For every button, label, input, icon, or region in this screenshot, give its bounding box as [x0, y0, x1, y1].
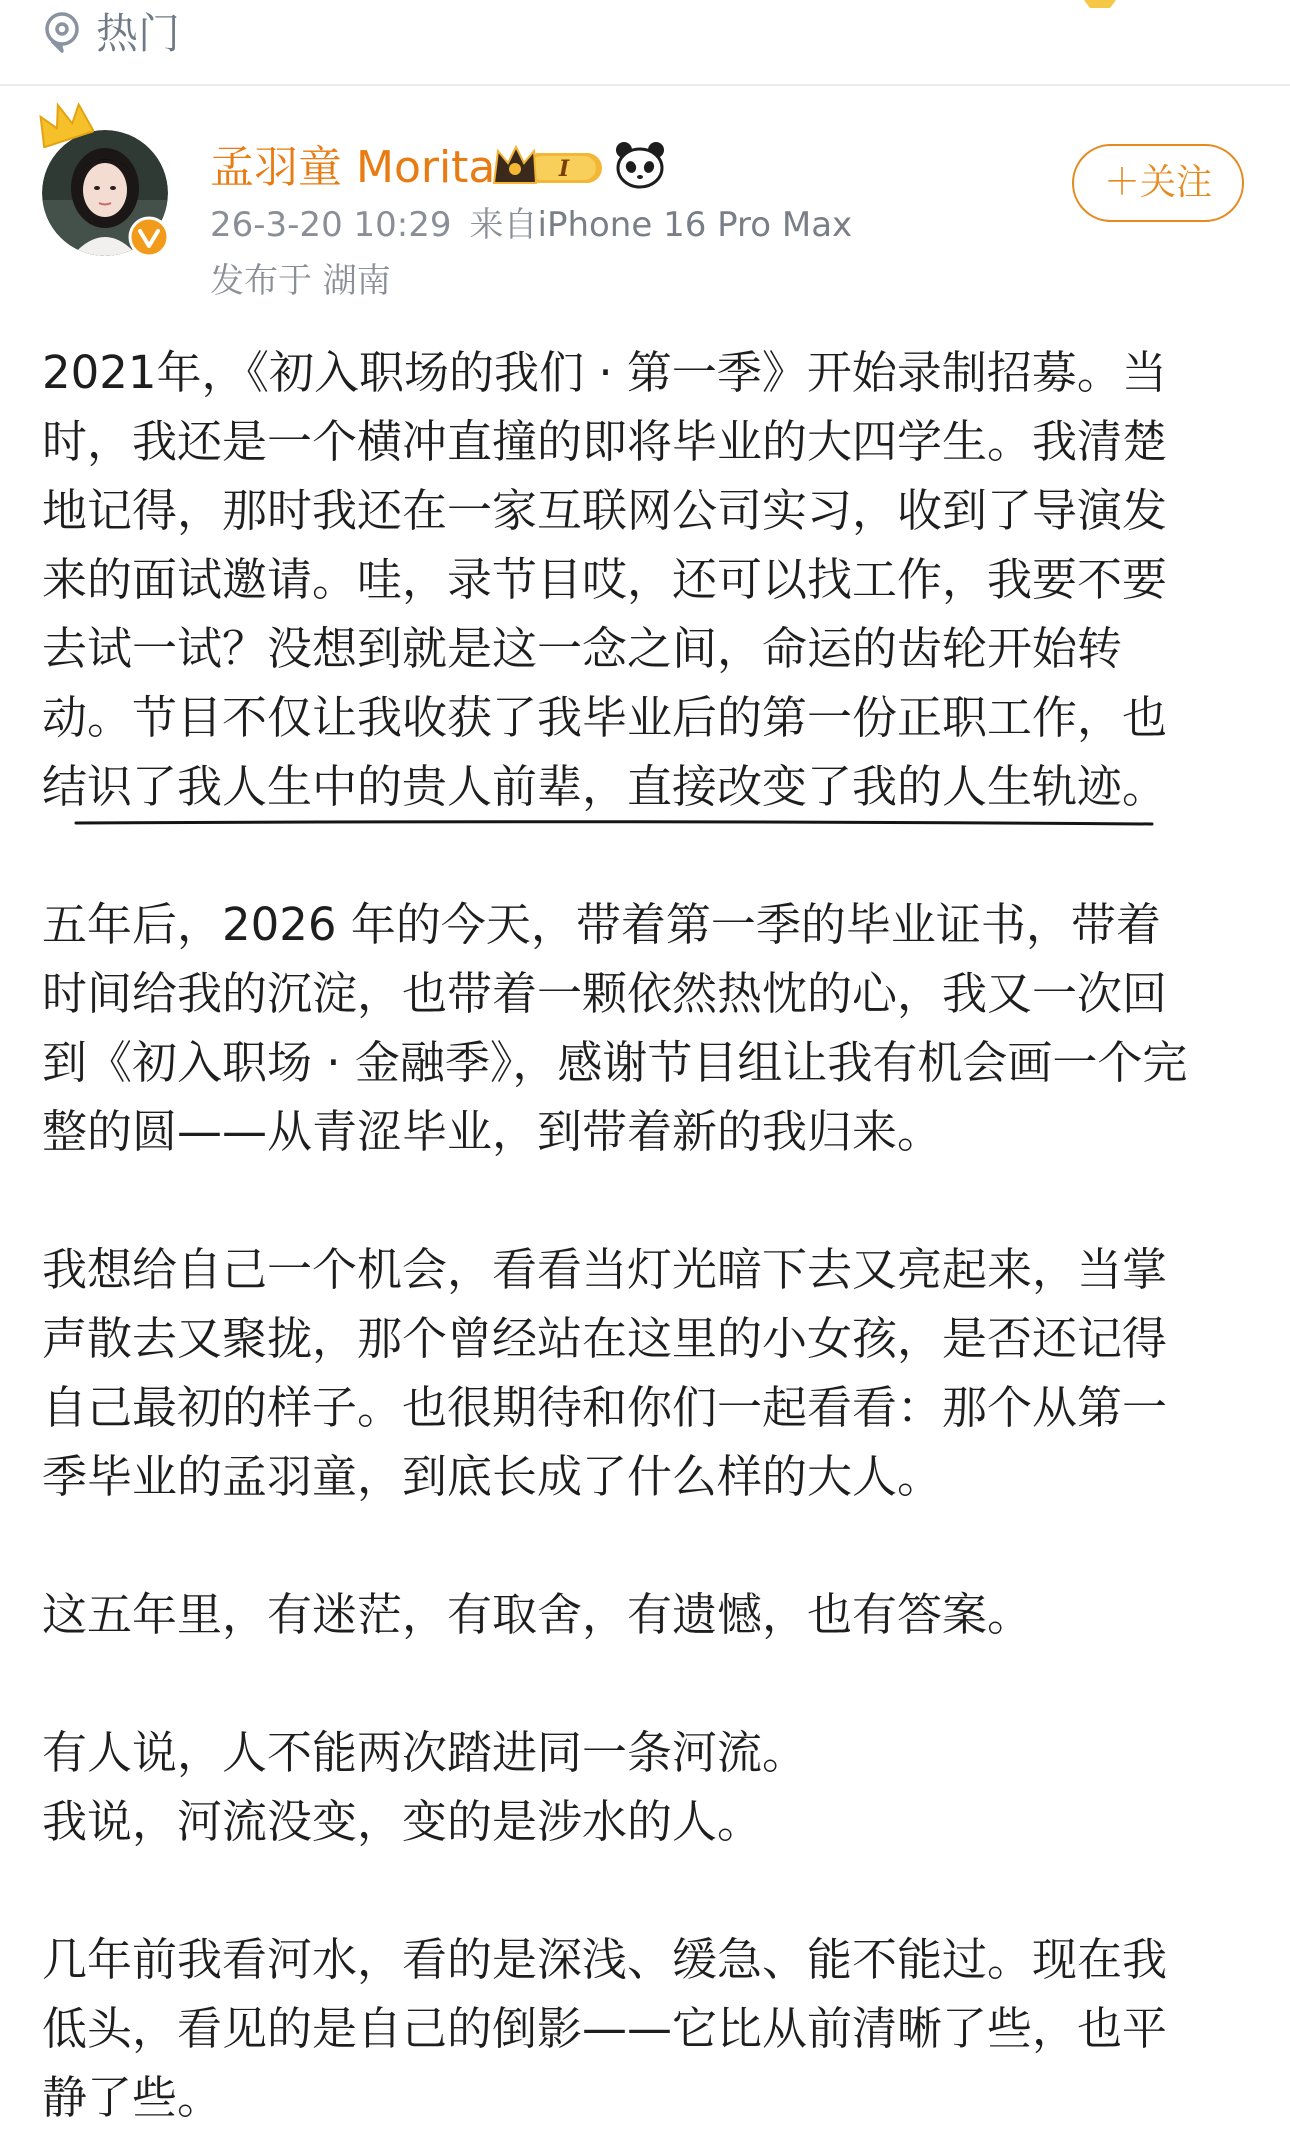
text-line: 动。节目不仅让我收获了我毕业后的第一份正职工作，也	[42, 691, 1168, 744]
paragraph-4	[42, 1580, 1252, 1649]
avatar[interactable]	[42, 130, 168, 256]
follow-button[interactable]: ＋关注	[1072, 144, 1244, 222]
handwritten-underline	[74, 818, 1154, 828]
text-line: 时，我还是一个横冲直撞的即将毕业的大四学生。我清楚	[42, 415, 1168, 468]
post-location: 发布于 湖南	[210, 261, 391, 301]
text-line: 几年前我看河水，看的是深浅、缓急、能不能过。现在我	[42, 1933, 1168, 1986]
paragraph-1	[42, 338, 1252, 821]
paragraph-2	[42, 890, 1252, 1166]
text-line: 时间给我的沉淀，也带着一颗依然热忱的心，我又一次回	[42, 967, 1168, 1020]
text-line: 去试一试？没想到就是这一念之间，命运的齿轮开始转	[42, 622, 1123, 675]
decor-icon	[1080, 0, 1120, 10]
text-line: 结识了我人生中的贵人前辈，直接改变了我的人生轨迹。	[42, 760, 1168, 813]
verified-icon	[128, 216, 170, 258]
text-line: 季毕业的孟羽童，到底长成了什么样的大人。	[42, 1450, 943, 1503]
crown-icon	[34, 100, 94, 148]
author-name[interactable]: 孟羽童 Morita	[210, 142, 496, 193]
paragraph-5	[42, 1718, 1252, 1856]
post-meta	[210, 202, 852, 248]
text-line: 五年后，2026 年的今天，带着第一季的毕业证书，带着	[42, 898, 1161, 951]
vip-level-text: I	[558, 156, 570, 182]
text-line: 到《初入职场 · 金融季》，感谢节目组让我有机会画一个完	[42, 1036, 1188, 1089]
hot-topic-bar[interactable]	[0, 0, 1290, 84]
panda-icon	[614, 140, 666, 190]
location-pin-icon	[40, 10, 84, 54]
post-time: 26-3-20 10:29	[210, 205, 452, 245]
text-line: 整的圆——从青涩毕业，到带着新的我归来。	[42, 1105, 943, 1158]
paragraph-3	[42, 1235, 1252, 1511]
hot-label[interactable]: 热门	[96, 9, 181, 58]
text-line: 地记得，那时我还在一家互联网公司实习，收到了导演发	[42, 484, 1168, 537]
post-body	[42, 338, 1252, 2132]
vip-level-badge-icon	[490, 143, 608, 191]
header-divider	[0, 84, 1290, 86]
text-line: 有人说，人不能两次踏进同一条河流。	[42, 1726, 808, 1779]
text-line: 静了些。	[42, 2071, 223, 2124]
text-line: 这五年里，有迷茫，有取舍，有遗憾，也有答案。	[42, 1588, 1033, 1641]
text-line: 自己最初的样子。也很期待和你们一起看看：那个从第一	[42, 1381, 1168, 1434]
text-line: 声散去又聚拢，那个曾经站在这里的小女孩，是否还记得	[42, 1312, 1168, 1365]
paragraph-6	[42, 1925, 1252, 2132]
source-prefix: 来自	[469, 205, 538, 245]
text-line: 2021年，《初入职场的我们 · 第一季》开始录制招募。当	[42, 346, 1167, 399]
text-line: 低头，看见的是自己的倒影——它比从前清晰了些，也平	[42, 2002, 1168, 2055]
text-line: 我说，河流没变，变的是涉水的人。	[42, 1795, 763, 1848]
post-device[interactable]: iPhone 16 Pro Max	[537, 205, 853, 245]
text-line: 来的面试邀请。哇，录节目哎，还可以找工作，我要不要	[42, 553, 1168, 606]
text-line: 我想给自己一个机会，看看当灯光暗下去又亮起来，当掌	[42, 1243, 1168, 1296]
